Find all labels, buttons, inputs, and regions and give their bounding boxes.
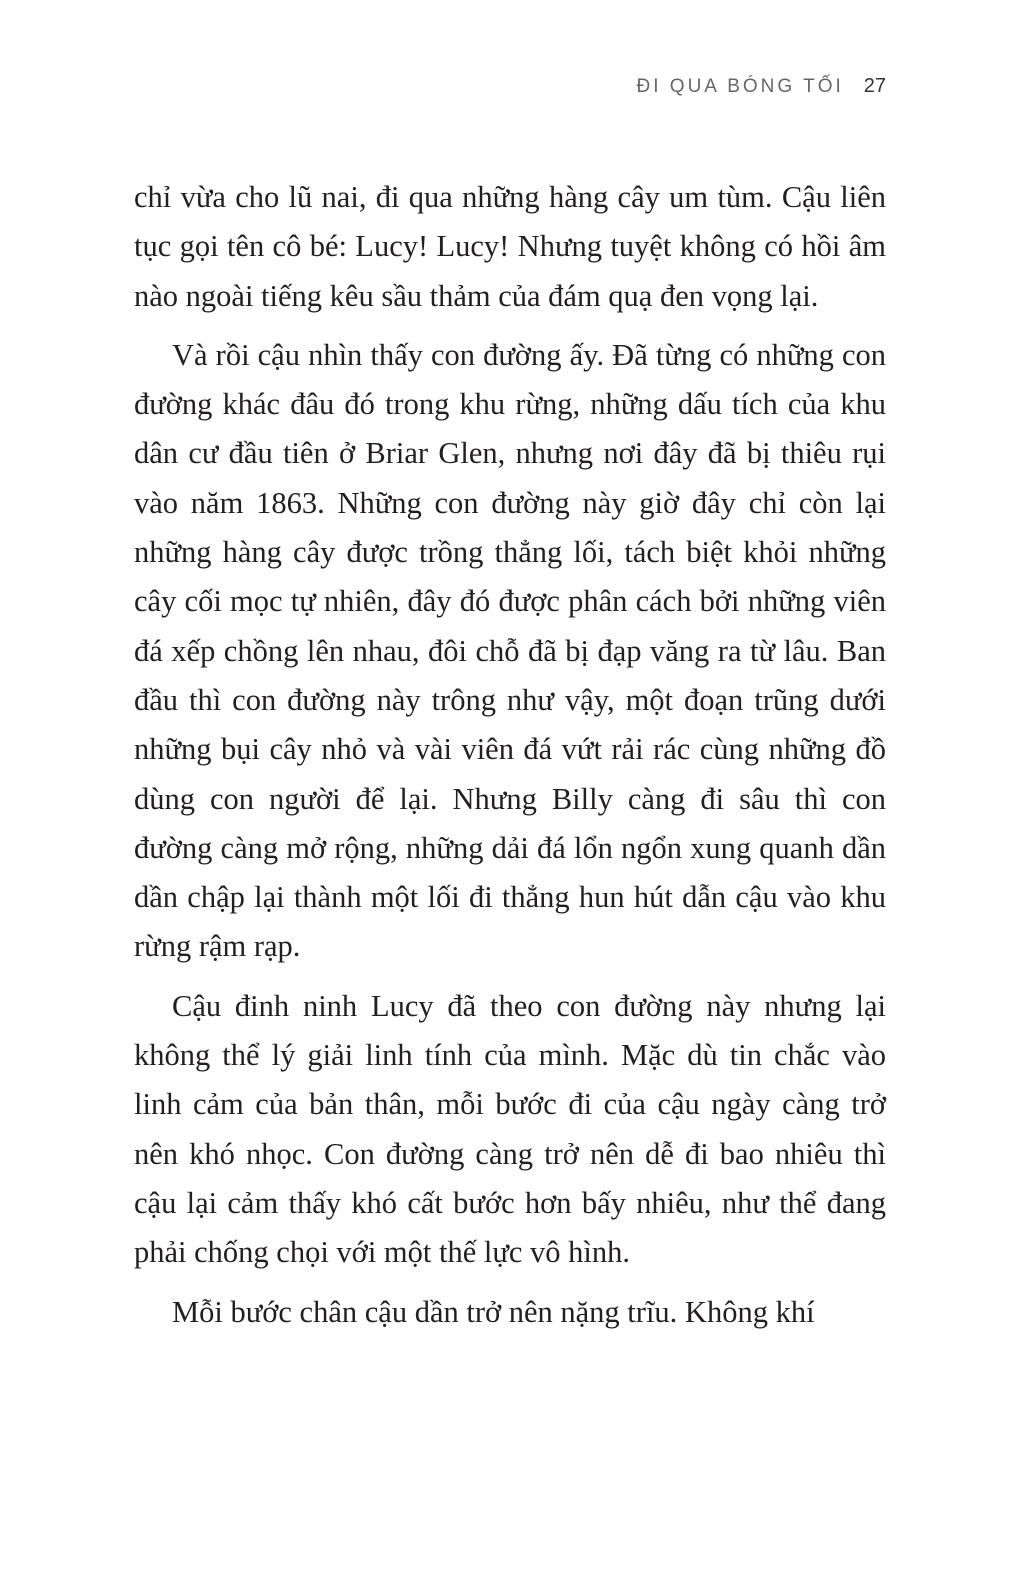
paragraph: Cậu đinh ninh Lucy đã theo con đường này nhưng lại không thể lý giải linh tính của mình. Mặc dù tin chắc vào linh cảm của bản thân, mỗi bước đi của cậu ngày càng trở nên khó nhọc. Con đường càng trở nên dễ đi bao nhiêu thì cậu lại cảm thấy khó cất bước hơn bấy nhiêu, như thể đang phải chống chọi với một thế lực vô hình. <box>134 988 886 1270</box>
page-body <box>134 173 886 1347</box>
paragraph: Mỗi bước chân cậu dần trở nên nặng trĩu. Không khí <box>172 1294 815 1329</box>
paragraph-continuation: chỉ vừa cho lũ nai, đi qua những hàng cây um tùm. Cậu liên tục gọi tên cô bé: Lucy! Lucy! Nhưng tuyệt không có hồi âm nào ngoài tiếng kêu sầu thảm của đám quạ đen vọng lại. <box>134 180 886 313</box>
page-number: 27 <box>863 75 886 97</box>
paragraph: Và rồi cậu nhìn thấy con đường ấy. Đã từng có những con đường khác đâu đó trong khu rừng, những dấu tích của khu dân cư đầu tiên ở Briar Glen, nhưng nơi đây đã bị thiêu rụi vào năm 1863. Những con đường này giờ đây chỉ còn lại những hàng cây được trồng thẳng lối, tách biệt khỏi những cây cối mọc tự nhiên, đây đó được phân cách bởi những viên đá xếp chồng lên nhau, đôi chỗ đã bị đạp văng ra từ lâu. Ban đầu thì con đường này trông như vậy, một đoạn trũng dưới những bụi cây nhỏ và vài viên đá vứt rải rác cùng những đồ dùng con người để lại. Nhưng Billy càng đi sâu thì con đường càng mở rộng, những dải đá lổn ngổn xung quanh dần dần chập lại thành một lối đi thẳng hun hút dẫn cậu vào khu rừng rậm rạp. <box>134 337 886 964</box>
running-title: ĐI QUA BÓNG TỐI <box>636 76 844 97</box>
running-header <box>637 75 886 98</box>
